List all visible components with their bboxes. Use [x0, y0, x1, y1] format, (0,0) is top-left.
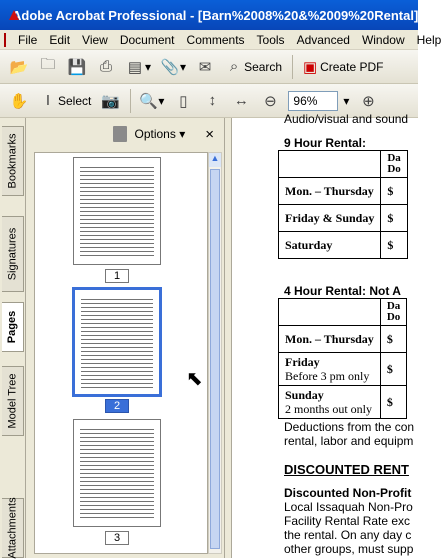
chevron-down-icon: ▾	[145, 59, 152, 74]
thumbnails-scrollbar[interactable]	[208, 152, 222, 554]
doc-text: Deductions from the con	[284, 420, 415, 434]
page-content-preview	[80, 164, 154, 258]
search-label: Search	[244, 59, 283, 74]
save-icon: 💾	[67, 58, 87, 76]
save-button[interactable]	[64, 54, 90, 80]
text-cursor-icon: I	[45, 92, 51, 109]
table-row: Friday	[285, 355, 320, 369]
binoculars-icon: ⌕	[229, 58, 239, 75]
nine-hour-table: Da Do Mon. – Thursday $ Friday & Sunday $ Saturday $	[278, 150, 408, 259]
pages-panel-header	[26, 118, 224, 150]
camera-icon: 📷	[101, 92, 120, 110]
menu-view[interactable]: View	[82, 32, 108, 47]
menu-tools[interactable]: Tools	[256, 32, 285, 47]
organizer-button[interactable]	[35, 54, 61, 80]
chevron-down-icon: ▾	[179, 127, 186, 141]
select-label: Select	[58, 93, 92, 108]
table-row-note: 2 months out only	[285, 402, 373, 416]
hand-icon: ✋	[9, 92, 29, 110]
zoom-out-button[interactable]	[257, 88, 283, 114]
table-row: Friday & Sunday	[279, 205, 381, 232]
page-thumbnail-2[interactable]	[72, 287, 162, 397]
nine-hour-title: 9 Hour Rental:	[284, 136, 367, 150]
four-hour-title: 4 Hour Rental: Not A	[284, 284, 401, 298]
page-number-3: 3	[105, 531, 129, 545]
navigation-tabs	[0, 118, 26, 558]
mouse-pointer-icon: ⬉	[186, 368, 203, 390]
title-bar	[0, 0, 418, 30]
tab-signatures[interactable]: Signatures	[2, 216, 24, 292]
fit-width-button[interactable]	[228, 88, 254, 114]
page-thumbnail-3[interactable]	[73, 419, 161, 527]
doc-text: Facility Rental Rate exc	[284, 514, 411, 528]
fit-page-icon: ↕	[208, 92, 217, 109]
file-toolbar	[0, 50, 418, 84]
menu-advanced[interactable]: Advanced	[296, 32, 350, 47]
tasks-button[interactable]	[122, 54, 154, 80]
document-view	[232, 112, 418, 558]
tasks-icon: ▤	[127, 58, 143, 76]
four-hour-table: Da Do Mon. – Thursday $ Friday Before 3 pm only $ Sunday 2 months out only $	[278, 298, 407, 419]
scroll-up-icon[interactable]: ▲	[209, 153, 221, 167]
pages-panel	[26, 118, 224, 558]
trash-icon[interactable]	[113, 126, 127, 142]
page-content-preview	[80, 426, 154, 520]
magnifier-icon: 🔍	[139, 92, 158, 110]
chevron-down-icon: ▾	[180, 59, 187, 74]
document-icon[interactable]	[4, 33, 6, 47]
table-row: Mon. – Thursday	[279, 326, 381, 353]
fit-width-icon: ↔	[233, 92, 249, 109]
menu-bar	[0, 30, 442, 50]
menu-edit[interactable]: Edit	[49, 32, 71, 47]
scrollbar-thumb[interactable]	[210, 169, 220, 549]
select-tool-button[interactable]	[35, 88, 94, 114]
table-row-note: Before 3 pm only	[285, 369, 370, 383]
table-row: Mon. – Thursday	[279, 178, 381, 205]
tab-pages[interactable]: Pages	[2, 302, 24, 352]
open-button[interactable]	[6, 54, 32, 80]
actual-size-button[interactable]	[170, 88, 196, 114]
menu-window[interactable]: Window	[361, 32, 405, 47]
zoom-out-icon: ⊖	[264, 92, 277, 110]
create-pdf-icon: ▣	[303, 58, 318, 76]
zoom-dropdown-button[interactable]	[340, 88, 352, 114]
hand-tool-button[interactable]	[6, 88, 32, 114]
menu-file[interactable]: File	[18, 32, 38, 47]
doc-text: Local Issaquah Non-Pro	[284, 500, 413, 514]
doc-text: rental, labor and equipm	[284, 434, 414, 448]
page-thumbnails	[34, 152, 208, 554]
tab-model-tree[interactable]: Model Tree	[2, 366, 24, 436]
search-button[interactable]	[221, 54, 285, 80]
zoom-level-input[interactable]: 96%	[288, 91, 338, 111]
nonprofit-title: Discounted Non-Profit	[284, 486, 412, 500]
options-button[interactable]	[135, 127, 186, 141]
chevron-down-icon: ▾	[158, 93, 165, 108]
printer-icon: ⎙	[99, 58, 112, 75]
discounted-rent-heading: DISCOUNTED RENT	[284, 462, 409, 477]
page-icon: ▯	[179, 92, 188, 110]
table-row: Saturday	[279, 232, 381, 259]
email-button[interactable]	[192, 54, 218, 80]
toolbar-divider	[292, 55, 293, 79]
menu-document[interactable]: Document	[119, 32, 175, 47]
create-pdf-label: Create PDF	[320, 59, 384, 74]
close-panel-button[interactable]: ×	[205, 125, 214, 143]
tab-bookmarks[interactable]: Bookmarks	[2, 126, 24, 196]
menu-help[interactable]: Help	[416, 32, 442, 47]
toolbar-divider	[130, 89, 131, 113]
doc-text: the rental. On any day c	[284, 528, 412, 542]
panel-splitter[interactable]	[224, 118, 232, 558]
chevron-down-icon: ▾	[343, 93, 350, 108]
print-button[interactable]	[93, 54, 119, 80]
page-content-preview	[81, 296, 153, 388]
page-number-1: 1	[105, 269, 129, 283]
create-pdf-button[interactable]	[297, 54, 386, 80]
window-title: Adobe Acrobat Professional - [Barn%2008%20&%2009%20Rental]	[12, 7, 419, 23]
day-header: Da	[387, 152, 401, 164]
doc-text: other groups, must supp	[284, 542, 414, 556]
zoom-tool-button[interactable]	[135, 88, 167, 114]
zoom-in-icon: ⊕	[362, 92, 375, 110]
doc-text: Audio/visual and sound	[284, 112, 409, 126]
page-thumbnail-1[interactable]	[73, 157, 161, 265]
table-row: Sunday	[285, 388, 324, 402]
paperclip-icon: 📎	[160, 58, 180, 76]
options-label: Options	[134, 127, 176, 141]
zoom-in-button[interactable]	[355, 88, 381, 114]
snapshot-button[interactable]	[97, 88, 123, 114]
folder-icon: 🗀	[40, 56, 56, 73]
tab-attachments[interactable]: Attachments	[2, 498, 24, 558]
day-header-2: Do	[387, 163, 401, 175]
folder-open-icon: 📂	[9, 58, 29, 76]
email-icon: ✉	[198, 58, 212, 76]
menu-comments[interactable]: Comments	[186, 32, 245, 47]
attach-button[interactable]	[157, 54, 189, 80]
page-number-2: 2	[105, 399, 129, 413]
fit-page-button[interactable]	[199, 88, 225, 114]
